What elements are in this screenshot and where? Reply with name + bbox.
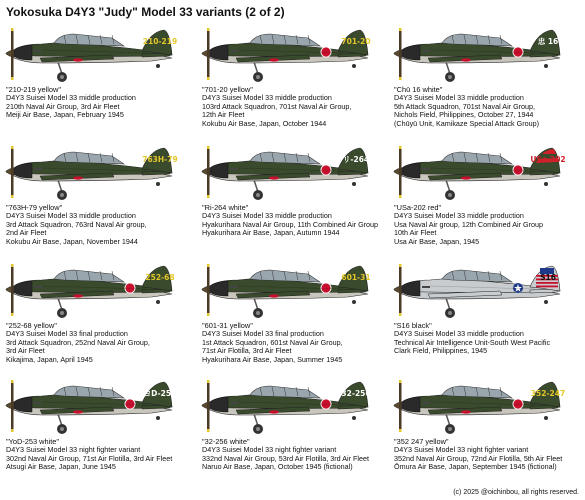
engine-cowling — [14, 45, 32, 60]
propeller-tip — [399, 380, 402, 383]
caption-line: 302nd Naval Air Group, 71st Air Flotilla, 3rd Air Fleet — [6, 453, 173, 463]
caption-line: 332nd Naval Air Group, 53rd Air Flotilla, 3rd Air Fleet — [202, 453, 369, 463]
tail-code: ヨD-253 — [143, 389, 177, 398]
propeller-blade — [207, 28, 210, 80]
engine-cowling — [14, 397, 32, 412]
wheel-hub — [256, 427, 260, 431]
aircraft-profile — [198, 258, 378, 322]
variant-caption — [6, 204, 194, 246]
wheel-hub — [448, 193, 452, 197]
variant-card — [0, 22, 190, 142]
variant-title: "701-20 yellow" — [202, 85, 253, 94]
variant-caption — [202, 438, 390, 472]
engine-cowling — [402, 397, 420, 412]
hinomaru — [321, 165, 330, 174]
exhaust-stack — [34, 50, 42, 52]
exhaust-stack — [230, 50, 238, 52]
caption-line: D4Y3 Suisei Model 33 middle production — [6, 211, 136, 221]
engine-cowling — [210, 163, 228, 178]
aircraft-profile — [390, 374, 570, 438]
propeller-blade — [11, 380, 14, 432]
caption-line: Hyakurihara Naval Air Group, 11th Combined Air Group — [202, 219, 379, 229]
wing-hinomaru — [73, 58, 83, 61]
tail-wheel — [156, 182, 160, 186]
variant-title: "USa-202 red" — [394, 203, 442, 212]
wing-hinomaru — [73, 410, 83, 413]
caption-line: D4Y3 Suisei Model 33 middle production — [202, 211, 332, 221]
tail-wheel — [352, 416, 356, 420]
propeller-blade — [207, 264, 210, 316]
exhaust-stack — [422, 286, 430, 288]
wheel-hub — [448, 311, 452, 315]
propeller-blade — [207, 380, 210, 432]
propeller-blade — [399, 146, 402, 198]
caption-line: 352nd Naval Air Group, 72nd Air Flotilla, 5th Air Fleet — [394, 453, 563, 463]
caption-line: 71st Air Flotilla, 3rd Air Fleet — [202, 346, 292, 356]
engine-cowling — [402, 45, 420, 60]
wheel-hub — [256, 193, 260, 197]
variant-card — [0, 258, 190, 378]
caption-line: D4Y3 Suisei Model 33 middle production — [394, 329, 524, 339]
propeller-blade — [207, 146, 210, 198]
variant-title: "Chū 16 white" — [394, 85, 443, 94]
aircraft-profile — [198, 140, 378, 204]
hinomaru — [513, 165, 522, 174]
caption-line: 10th Air Fleet — [394, 228, 437, 238]
aircraft-profile — [2, 258, 182, 322]
exhaust-stack — [422, 50, 430, 52]
copyright-notice: (c) 2025 @oichinbou, all rights reserved. — [453, 489, 579, 496]
exhaust-stack — [230, 286, 238, 288]
variant-card — [196, 374, 386, 494]
exhaust-stack — [422, 402, 430, 404]
variant-title: "YoD-253 white" — [6, 437, 60, 446]
tail-wheel — [544, 182, 548, 186]
tail-wheel — [352, 300, 356, 304]
caption-line: Nichols Field, Philippines, October 27, 1944 — [394, 110, 534, 120]
wing-hinomaru — [73, 176, 83, 179]
tail-code: リ-264 — [342, 155, 370, 164]
wheel-hub — [60, 75, 64, 79]
wing-hinomaru — [73, 294, 83, 297]
propeller-tip — [399, 264, 402, 267]
exhaust-stack — [34, 168, 42, 170]
caption-line: Ōmura Air Base, Japan, September 1945 (fictional) — [394, 462, 557, 472]
wing-hinomaru — [269, 176, 279, 179]
propeller-tip — [399, 28, 402, 31]
caption-line: 103rd Attack Squadron, 701st Naval Air Group, — [202, 101, 352, 111]
caption-line: 210th Naval Air Group, 3rd Air Fleet — [6, 101, 120, 111]
propeller-tip — [207, 429, 210, 432]
variant-card — [388, 22, 578, 142]
variant-caption — [394, 204, 582, 246]
caption-line: 5th Attack Squadron, 701st Naval Air Group, — [394, 101, 536, 111]
wing-hinomaru — [461, 410, 471, 413]
variant-caption — [394, 322, 582, 356]
propeller-tip — [399, 429, 402, 432]
propeller-blade — [11, 264, 14, 316]
propeller-blade — [11, 146, 14, 198]
variant-caption — [6, 86, 194, 120]
variant-caption — [202, 322, 390, 364]
propeller-tip — [399, 313, 402, 316]
variant-caption — [394, 86, 582, 128]
propeller-blade — [399, 380, 402, 432]
aircraft-profile — [390, 258, 570, 322]
variant-card — [388, 140, 578, 260]
tail-wheel — [156, 64, 160, 68]
propeller-tip — [11, 313, 14, 316]
wheel-hub — [448, 75, 452, 79]
propeller-tip — [207, 77, 210, 80]
aircraft-profile — [2, 140, 182, 204]
variant-title: "S16 black" — [394, 321, 432, 330]
propeller-tip — [399, 77, 402, 80]
tail-code: S16 — [540, 273, 556, 282]
caption-line: D4Y3 Suisei Model 33 final production — [6, 329, 128, 339]
caption-line: Kokubu Air Base, Japan, November 1944 — [6, 236, 138, 246]
propeller-tip — [11, 28, 14, 31]
caption-line: Usa Air Base, Japan, 1945 — [394, 236, 480, 246]
exhaust-stack — [34, 286, 42, 288]
caption-line: Kikajima, Japan, April 1945 — [6, 354, 93, 364]
caption-line: 3rd Attack Squadron, 252nd Naval Air Group, — [6, 337, 150, 347]
exhaust-stack — [34, 402, 42, 404]
wheel-hub — [60, 311, 64, 315]
aircraft-profile — [2, 22, 182, 86]
caption-line: D4Y3 Suisei Model 33 middle production — [6, 93, 136, 103]
propeller-tip — [207, 264, 210, 267]
tail-wheel — [352, 182, 356, 186]
caption-line: 3rd Air Fleet — [6, 346, 45, 356]
tail-wheel — [156, 416, 160, 420]
tail-code: 352-247 — [530, 389, 566, 398]
wing-hinomaru — [461, 58, 471, 61]
exhaust-stack — [422, 168, 430, 170]
variant-card — [388, 374, 578, 494]
caption-line: Kokubu Air Base, Japan, October 1944 — [202, 118, 327, 128]
variant-caption — [6, 438, 194, 472]
wheel-hub — [256, 311, 260, 315]
variant-title: "Ri-264 white" — [202, 203, 249, 212]
caption-line: 2nd Air Fleet — [6, 228, 47, 238]
caption-line: D4Y3 Suisei Model 33 middle production — [394, 211, 524, 221]
tail-code: USa-202 — [530, 155, 566, 164]
variant-card — [0, 374, 190, 494]
variant-title: "352 247 yellow" — [394, 437, 449, 446]
hinomaru — [321, 283, 330, 292]
engine-cowling — [402, 281, 420, 296]
variant-card — [196, 140, 386, 260]
aircraft-profile — [2, 374, 182, 438]
caption-line: Naruo Air Base, Japan, October 1945 (fictional) — [202, 462, 353, 472]
hinomaru — [513, 47, 522, 56]
aircraft-profile — [390, 140, 570, 204]
hinomaru — [125, 399, 134, 408]
propeller-tip — [11, 380, 14, 383]
engine-cowling — [210, 45, 228, 60]
tail-code: 210-219 — [142, 37, 178, 46]
wheel-hub — [60, 427, 64, 431]
propeller-tip — [11, 264, 14, 267]
caption-line: 12th Air Fleet — [202, 110, 245, 120]
tail-code: 601-31 — [341, 273, 371, 282]
exhaust-stack — [230, 168, 238, 170]
tail-wheel — [544, 64, 548, 68]
propeller-tip — [207, 28, 210, 31]
variant-caption — [202, 86, 390, 128]
wing-hinomaru — [269, 58, 279, 61]
propeller-tip — [399, 195, 402, 198]
variant-title: "32-256 white" — [202, 437, 250, 446]
propeller-blade — [399, 264, 402, 316]
propeller-tip — [207, 313, 210, 316]
tail-code: 763H-79 — [142, 155, 178, 164]
engine-cowling — [210, 397, 228, 412]
caption-line: D4Y3 Suisei Model 33 night fighter variant — [394, 445, 529, 455]
caption-line: D4Y3 Suisei Model 33 middle production — [394, 93, 524, 103]
propeller-tip — [11, 195, 14, 198]
variant-title: "210-219 yellow" — [6, 85, 61, 94]
wheel-hub — [60, 193, 64, 197]
propeller-tip — [11, 429, 14, 432]
tail-code: 252-68 — [145, 273, 175, 282]
wheel-hub — [256, 75, 260, 79]
variant-title: "763H-79 yellow" — [6, 203, 63, 212]
caption-line: Clark Field, Philippines, 1945 — [394, 346, 488, 356]
page-title: Yokosuka D4Y3 "Judy" Model 33 variants (2 of 2) — [6, 5, 285, 19]
wheel-hub — [448, 427, 452, 431]
variant-card — [196, 258, 386, 378]
caption-line: Atsugi Air Base, Japan, June 1945 — [6, 462, 116, 472]
aircraft-profile — [198, 22, 378, 86]
variant-caption — [394, 438, 582, 472]
caption-line: 3rd Attack Squadron, 763rd Naval Air group, — [6, 219, 147, 229]
aircraft-profile — [390, 22, 570, 86]
tail-code: 701-20 — [341, 37, 371, 46]
wing-hinomaru — [461, 176, 471, 179]
hinomaru — [321, 47, 330, 56]
caption-line: (Chūyū Unit, Kamikaze Special Attack Group) — [394, 118, 540, 128]
tail-code: 32-256 — [341, 389, 371, 398]
wing-hinomaru — [269, 294, 279, 297]
hinomaru — [513, 399, 522, 408]
variant-caption — [202, 204, 390, 238]
tail-wheel — [544, 300, 548, 304]
variant-card — [196, 22, 386, 142]
variant-title: "252-68 yellow" — [6, 321, 57, 330]
propeller-blade — [399, 28, 402, 80]
variant-caption — [6, 322, 194, 364]
propeller-tip — [207, 195, 210, 198]
tail-wheel — [156, 300, 160, 304]
caption-line: Meiji Air Base, Japan, February 1945 — [6, 110, 124, 120]
propeller-tip — [399, 146, 402, 149]
propeller-blade — [11, 28, 14, 80]
caption-line: Technical Air Intelligence Unit-South West Pacific — [394, 337, 551, 347]
hinomaru — [125, 283, 134, 292]
exhaust-stack — [230, 402, 238, 404]
caption-line: Hyakurihara Air Base, Japan, Autumn 1944 — [202, 228, 340, 238]
caption-line: D4Y3 Suisei Model 33 final production — [202, 329, 324, 339]
caption-line: D4Y3 Suisei Model 33 night fighter variant — [202, 445, 337, 455]
tail-flag-stripe — [536, 286, 558, 288]
caption-line: 1st Attack Squadron, 601st Naval Air Group, — [202, 337, 343, 347]
engine-cowling — [210, 281, 228, 296]
tail-code: 忠 16 — [537, 37, 559, 46]
propeller-tip — [207, 146, 210, 149]
aircraft-profile — [198, 374, 378, 438]
engine-cowling — [14, 281, 32, 296]
engine-cowling — [402, 163, 420, 178]
tail-wheel — [352, 64, 356, 68]
caption-line: Usa Naval Air group, 12th Combined Air Group — [394, 219, 544, 229]
propeller-tip — [11, 146, 14, 149]
variant-card — [0, 140, 190, 260]
engine-cowling — [14, 163, 32, 178]
caption-line: D4Y3 Suisei Model 33 middle production — [202, 93, 332, 103]
propeller-tip — [207, 380, 210, 383]
hinomaru — [321, 399, 330, 408]
tail-wheel — [544, 416, 548, 420]
variant-title: "601-31 yellow" — [202, 321, 253, 330]
caption-line: Hyakurihara Air Base, Japan, Summer 1945 — [202, 354, 343, 364]
propeller-tip — [11, 77, 14, 80]
wing-hinomaru — [269, 410, 279, 413]
tail-flag-stripe — [536, 282, 558, 284]
caption-line: D4Y3 Suisei Model 33 night fighter variant — [6, 445, 141, 455]
variant-card — [388, 258, 578, 378]
